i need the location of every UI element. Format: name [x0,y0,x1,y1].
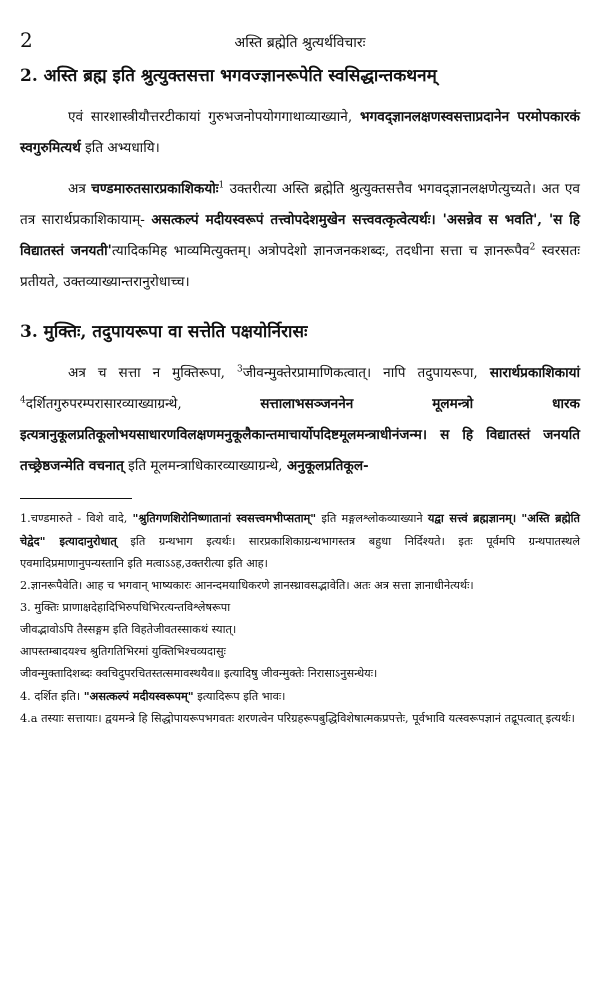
page-header [20,0,580,52]
text: इति मङ्गलश्लोकव्याख्याने [321,512,423,525]
text: अत्र [68,181,86,197]
text: उक्तरीत्या अस्ति ब्रह्मेति श्रुत्युक्तसत्तैव भगवद्ज्ञानलक्षणेत्युच्यते। अत एव तत्र सारार्थप्रकाशिकायाम्- [20,181,580,228]
footnote-4 [20,685,580,708]
bold-text: "असत्कल्पं मदीयस्वरूपम्" [83,689,194,703]
bold-text: सारार्थप्रकाशिकायां [489,365,580,381]
running-title: अस्ति ब्रह्मेति श्रुत्यर्थविचारः [234,35,366,51]
text: 1.चण्डमारुते - विशे वादे, [20,512,128,525]
text: जीवन्मुक्तेरप्रामाणिकत्वात्। नापि तदुपायरूपा, [242,365,478,381]
footnote-ref-1[interactable]: 1 [218,180,225,191]
footnotes [20,507,580,730]
page-number: 2 [20,28,33,52]
footnote-3-line-3: आपस्तम्बादयश्च श्रुतिगतिभिरमां युक्तिभिश्चव्यदासुः [20,645,226,658]
footnote-ref-2[interactable]: 2 [529,242,536,253]
bold-text: सत्तालाभसञ्जननेन मूलमन्त्रो धारक [260,396,580,412]
text: त्यादिकमिह भाव्यमित्युक्तम्। अत्रोपदेशो ज्ञानजनकशब्दः, तदधीना सत्ता च ज्ञानरूपैव [111,243,530,259]
bold-text: भगवद्ज्ञानलक्षणस्वसत्ताप्रदानेन परमोपकारकं स्वगुरुमित्यर्थ [20,109,580,156]
text: अत्र च सत्ता न मुक्तिरूपा, [68,365,225,381]
text: 4. दर्शित इति। [20,690,81,703]
bold-text: इत्यत्रानुकूलप्रतिकूलोभयसाधारणविलक्षणमनुकूलैकान्तमाचार्योपदिष्टमूलमन्त्राधीनंजन्म। स हि विद्यातस्तं जनयति तच्छ्रेष्ठजन्मेति वचनात् [20,427,580,474]
footnote-1 [20,507,580,575]
section-3-heading: 3. मुक्तिः, तदुपायरूपा वा सत्तेति पक्षयोर्निरासः [20,322,308,342]
text: इति ग्रन्थभाग इत्यर्थः। सारप्रकाशिकाग्रन्थभागस्तत्र बहुधा निर्दिश्यते। इतः पूर्वमपि ग्रन्थपातस्थले एवमादिप्रमाणानुपन्यस्तानि इति मत्वाऽऽह,उक्तरीत्या इति आह। [20,535,581,570]
text: इति अभ्यधायि। [85,140,160,156]
footnote-3-line-1: 3. मुक्तिः प्राणाक्षदेहादिभिरुपधिभिरत्यन्तविश्लेषरूपा [20,601,231,614]
bold-text: "अस्ति ब्रह्मेति चेद्वेद" इत्यादानुरोधात् [20,511,580,548]
footnote-2: 2.ज्ञानरूपैवेति। आह च भगवान् भाष्यकारः आनन्दमयाधिकरणे ज्ञानस्थ्रावसद्भावेति। अतः अत्र सत्ता ज्ञानाधीनेत्यर्थः। [20,579,474,592]
footnote-3-line-2: जीवद्भावोऽपि तैस्सङ्गम इति विहतेजीवतस्साकथं स्यात्। [20,623,237,636]
text: इति मूलमन्त्राधिकारव्याख्याग्रन्थे, [128,458,283,474]
footnote-ref-3[interactable]: 3 [236,364,243,375]
section-2-paragraph-1 [20,102,580,164]
text: स्वरसतः प्रतीयते, उक्तव्याख्यान्तरानुरोधाच्च। [20,243,580,290]
bold-text: चण्डमारुतसारप्रकाशिकयोः [91,181,219,197]
footnote-divider [20,498,132,499]
footnote-3-line-4: जीवन्मुक्तादिशब्दः क्वचिदुपरचितस्तत्समावस्थयैव॥ इत्यादिषु जीवन्मुक्तेः निरासाऽनुसन्धेयः। [20,667,378,680]
bold-text: "श्रुतिगणशिरोनिष्णातानां स्वसत्त्वमभीप्सताम्" [132,511,317,525]
text: दर्शितगुरुपरम्परासारव्याख्याग्रन्थे, [25,396,182,412]
footnote-ref-4[interactable]: 4 [20,395,26,406]
text: इत्यादिरूप इति भावः। [197,690,286,703]
section-2-heading: 2. अस्ति ब्रह्म इति श्रुत्युक्तसत्ता भगवज्ज्ञानरूपेति स्वसिद्धान्तकथनम् [20,66,437,86]
footnote-4a: 4.a तस्याः सत्तायाः। द्वयमन्त्रे हि सिद्धोपायरूपभगवतः शरणत्वेन परिग्रहरूपबुद्धिविशेषात्मकप्रपत्तेः, पूर्वभावि यत्स्वरूपज्ञानं तद्रूपत्वात् इत्यर्थः। [20,712,575,725]
section-3-paragraph-1 [20,358,580,482]
bold-text: यद्वा सत्त्वं ब्रह्मज्ञानम्। [427,511,517,525]
bold-text: अनुकूलप्रतिकूल- [286,458,369,474]
text: एवं सारशास्त्रीयौत्तरटीकायां गुरुभजनोपयोगगाथाव्याख्याने, [68,109,353,125]
section-2-paragraph-2 [20,174,580,298]
bold-text: असत्कल्पं मदीयस्वरूपं तत्त्वोपदेशमुखेन सत्त्ववत्कृत्वेत्यर्थः। 'असन्नेव स भवति', 'स हि विद्यातस्तं जनयती' [20,212,580,259]
